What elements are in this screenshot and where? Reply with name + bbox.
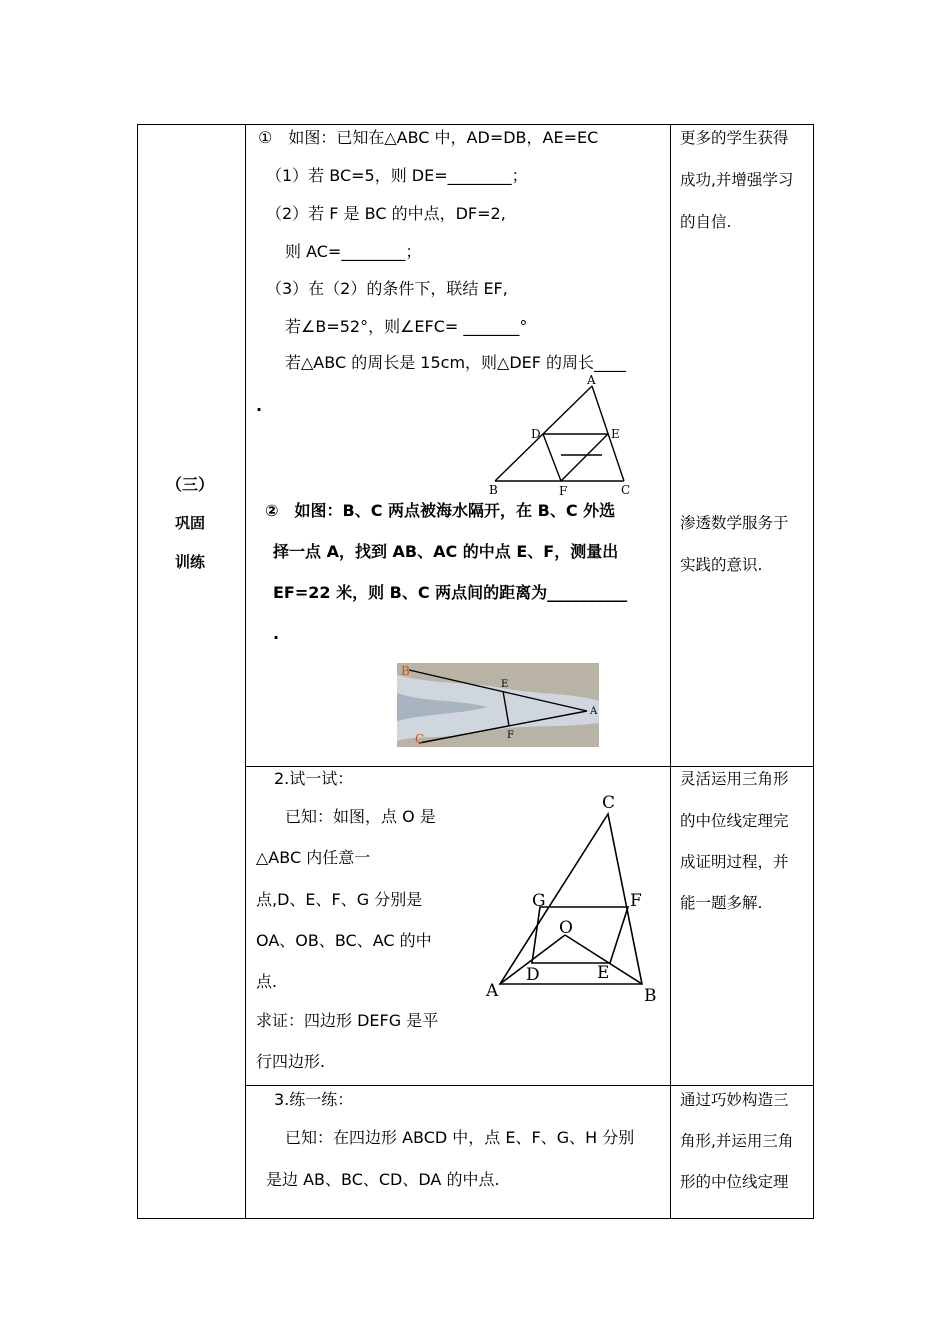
section-number: （三） — [165, 475, 214, 494]
fig1-label-f: F — [559, 484, 568, 497]
fig1-label-c: C — [621, 483, 631, 497]
q2-line2: 择一点 A，找到 AB、AC 的中点 E、F，测量出 — [273, 542, 619, 561]
sea-photo-figure — [397, 663, 599, 747]
block2-side-line1: 灵活运用三角形 — [680, 770, 789, 788]
block3-side-line3: 形的中位线定理 — [680, 1173, 789, 1191]
fig3-label-a: A — [486, 981, 499, 1001]
fig3-label-c: C — [602, 793, 616, 813]
fig1-segment-df — [543, 434, 561, 481]
block2-line2: △ABC 内任意一 — [256, 848, 371, 867]
fig3-label-o: O — [559, 918, 573, 938]
fig3-quad-defg — [532, 907, 628, 963]
q1-part2b: 则 AC=________； — [285, 242, 422, 261]
block2-line4: OA、OB、BC、AC 的中 — [256, 931, 432, 950]
fig2-label-e: E — [501, 679, 509, 690]
fig3-triangle-abc — [500, 814, 642, 984]
fig3-label-b: B — [644, 986, 657, 1006]
column-divider-2 — [670, 125, 671, 1218]
block2-line3: 点,D、E、F、G 分别是 — [256, 890, 423, 909]
fig2-label-c: C — [415, 732, 425, 746]
q1-part3b: 若∠B=52°，则∠EFC= _______° — [285, 317, 528, 336]
block2-title: 2.试一试： — [274, 769, 354, 788]
q1-part1: （1）若 BC=5，则 DE=________； — [266, 166, 528, 185]
block3-side-line2: 角形,并运用三角 — [680, 1132, 794, 1150]
quadrilateral-figure — [482, 790, 662, 1008]
q1-part3a: （3）在（2）的条件下，联结 EF, — [266, 279, 508, 298]
row-divider-2 — [245, 1085, 813, 1086]
block3-line2: 是边 AB、BC、CD、DA 的中点. — [266, 1170, 500, 1189]
side-note2-line2: 实践的意识. — [680, 556, 763, 574]
fig3-label-g: G — [532, 891, 546, 911]
block3-side-line1: 通过巧妙构造三 — [680, 1091, 789, 1109]
fig1-label-e: E — [611, 427, 620, 441]
side-note1-line2: 成功,并增强学习 — [680, 171, 794, 189]
q2-line1: ② 如图：B、C 两点被海水隔开，在 B、C 外选 — [265, 501, 616, 520]
section-title-1: 巩固 — [174, 514, 205, 532]
triangle-figure-1 — [485, 372, 635, 497]
column-divider-1 — [245, 125, 246, 1218]
q1-part2a: （2）若 F 是 BC 的中点，DF=2, — [266, 204, 506, 223]
block2-side-line4: 能一题多解. — [680, 894, 763, 912]
block2-side-line2: 的中位线定理完 — [680, 812, 789, 830]
fig1-label-d: D — [531, 427, 541, 441]
q1-dot: . — [256, 396, 263, 415]
side-note1-line3: 的自信. — [680, 213, 732, 231]
block2-line7: 行四边形. — [256, 1052, 326, 1071]
section-title-2: 训练 — [174, 553, 205, 571]
row-divider-1 — [245, 766, 813, 767]
fig3-label-e: E — [597, 963, 610, 983]
side-note1-line1: 更多的学生获得 — [680, 129, 789, 147]
fig3-label-f: F — [630, 891, 642, 911]
fig1-label-a: A — [587, 373, 596, 387]
fig3-label-d: D — [526, 965, 540, 985]
q2-dot: . — [273, 624, 280, 643]
block2-line6: 求证：四边形 DEFG 是平 — [256, 1011, 439, 1030]
block3-title: 3.练一练： — [274, 1090, 354, 1109]
block2-side-line3: 成证明过程，并 — [680, 853, 789, 871]
side-note2-line1: 渗透数学服务于 — [680, 514, 789, 532]
block2-line1: 已知：如图，点 O 是 — [285, 807, 436, 826]
q2-line3: EF=22 米，则 B、C 两点间的距离为__________ — [273, 583, 628, 602]
fig1-segment-ef — [561, 434, 608, 481]
block2-line5: 点. — [256, 972, 278, 991]
fig2-label-b: B — [401, 664, 410, 678]
fig1-label-b: B — [489, 483, 498, 497]
fig2-label-f: F — [507, 730, 514, 741]
q1-line: ① 如图：已知在△ABC 中，AD=DB，AE=EC — [258, 128, 599, 147]
fig2-label-a: A — [590, 706, 598, 717]
q1-part3c: 若△ABC 的周长是 15cm，则△DEF 的周长____ — [285, 353, 627, 372]
block3-line1: 已知：在四边形 ABCD 中，点 E、F、G、H 分别 — [285, 1128, 635, 1147]
